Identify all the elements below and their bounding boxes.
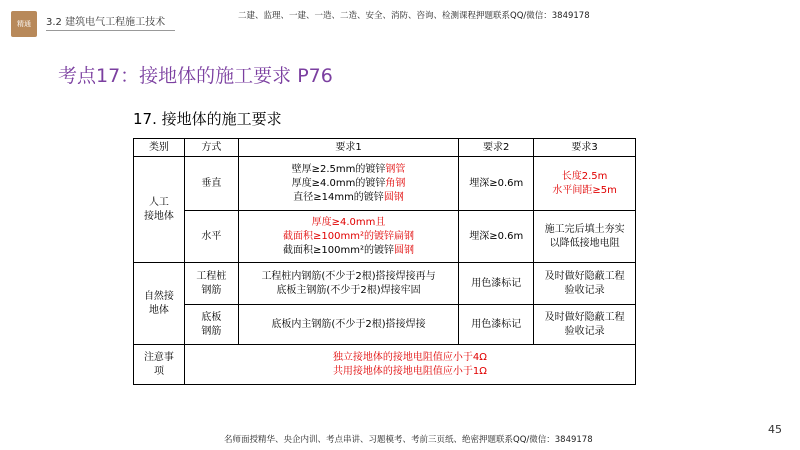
vertical-req1-l3: 直径≥14mm的镀锌 [293,191,384,203]
vertical-req1-l3-highlight: 圆钢 [383,191,404,203]
method-pile [184,263,238,305]
pile-req3-l2: 验收记录 [564,284,605,296]
horizontal-req1-l1: 厚度≥4.0mm且 [311,216,386,228]
pile-req1-l2: 底板主钢筋(不少于2根)焊接牢固 [276,284,421,296]
pile-req1-l1: 工程桩内钢筋(不少于2根)搭接焊接再与 [261,270,436,282]
slab-req3 [534,305,636,345]
category-natural [134,263,185,345]
vertical-req1-l2-highlight: 角钢 [385,177,406,189]
vertical-req2: 埋深≥0.6m [459,157,534,211]
brand-logo-text: 精通 [17,20,31,28]
method-slab-l1: 底板 [201,311,222,323]
method-pile-l1: 工程桩 [196,270,227,282]
table-header-row [134,139,636,157]
horizontal-req1-l3-highlight: 圆钢 [394,244,414,256]
vertical-req1-l2: 厚度≥4.0mm的镀锌 [291,177,386,189]
horizontal-req3 [534,211,636,263]
brand-logo [11,11,37,37]
category-artificial [134,157,185,263]
table-row [134,157,636,211]
category-natural-l2: 地体 [148,304,169,316]
main-title: 考点17：接地体的施工要求 P76 [58,65,333,87]
notes-label [134,345,185,385]
table-row [134,345,636,385]
header-req2: 要求2 [459,139,534,157]
requirements-table [133,138,636,385]
header-notice: 二建、监理、一建、一造、二造、安全、消防、咨询、检测课程押题联系QQ/微信：3849178 [238,11,590,21]
sub-title: 17. 接地体的施工要求 [133,110,282,128]
notes-label-l1: 注意事 [143,351,174,363]
category-natural-l1: 自然接 [143,290,174,302]
notes-line2: 共用接地体的接地电阻值应小于1Ω [332,365,487,377]
method-slab [184,305,238,345]
notes-line1: 独立接地体的接地电阻值应小于4Ω [332,351,487,363]
vertical-req3-l1: 长度2.5m [561,170,608,182]
header-req3: 要求3 [534,139,636,157]
slab-req3-l2: 验收记录 [564,325,605,337]
horizontal-req1-l3: 截面积≥100mm²的镀锌 [283,244,394,256]
header-method: 方式 [184,139,238,157]
method-vertical: 垂直 [184,157,238,211]
section-title: 3.2 建筑电气工程施工技术 [46,17,166,28]
slab-req3-l1: 及时做好隐蔽工程 [544,311,625,323]
vertical-req1-l1-highlight: 钢管 [385,163,406,175]
notes-content [184,345,635,385]
method-horizontal: 水平 [184,211,238,263]
footer-notice: 名师面授精华、央企内训、考点串讲、习题模考、考前三页纸、绝密押题联系QQ/微信：3849178 [224,435,593,445]
method-pile-l2: 钢筋 [201,284,222,296]
header-divider [46,30,175,31]
notes-label-l2: 项 [153,365,164,377]
horizontal-req3-l2: 以降低接地电阻 [549,237,620,249]
horizontal-req1 [238,211,459,263]
category-artificial-l1: 人工 [148,196,169,208]
vertical-req3 [534,157,636,211]
pile-req3-l1: 及时做好隐蔽工程 [544,270,625,282]
vertical-req1 [238,157,459,211]
header-req1: 要求1 [238,139,459,157]
slab-req2: 用色漆标记 [459,305,534,345]
pile-req1 [238,263,459,305]
page-number: 45 [768,423,782,436]
header-category: 类别 [134,139,185,157]
slab-req1: 底板内主钢筋(不少于2根)搭接焊接 [238,305,459,345]
vertical-req3-l2: 水平间距≥5m [552,184,617,196]
horizontal-req3-l1: 施工完后填土夯实 [544,223,625,235]
pile-req3 [534,263,636,305]
vertical-req1-l1: 壁厚≥2.5mm的镀锌 [291,163,386,175]
pile-req2: 用色漆标记 [459,263,534,305]
table-row [134,305,636,345]
horizontal-req2: 埋深≥0.6m [459,211,534,263]
method-slab-l2: 钢筋 [201,325,222,337]
horizontal-req1-l2: 截面积≥100mm²的镀锌扁钢 [283,230,414,242]
table-row [134,263,636,305]
table-row [134,211,636,263]
category-artificial-l2: 接地体 [143,210,174,222]
